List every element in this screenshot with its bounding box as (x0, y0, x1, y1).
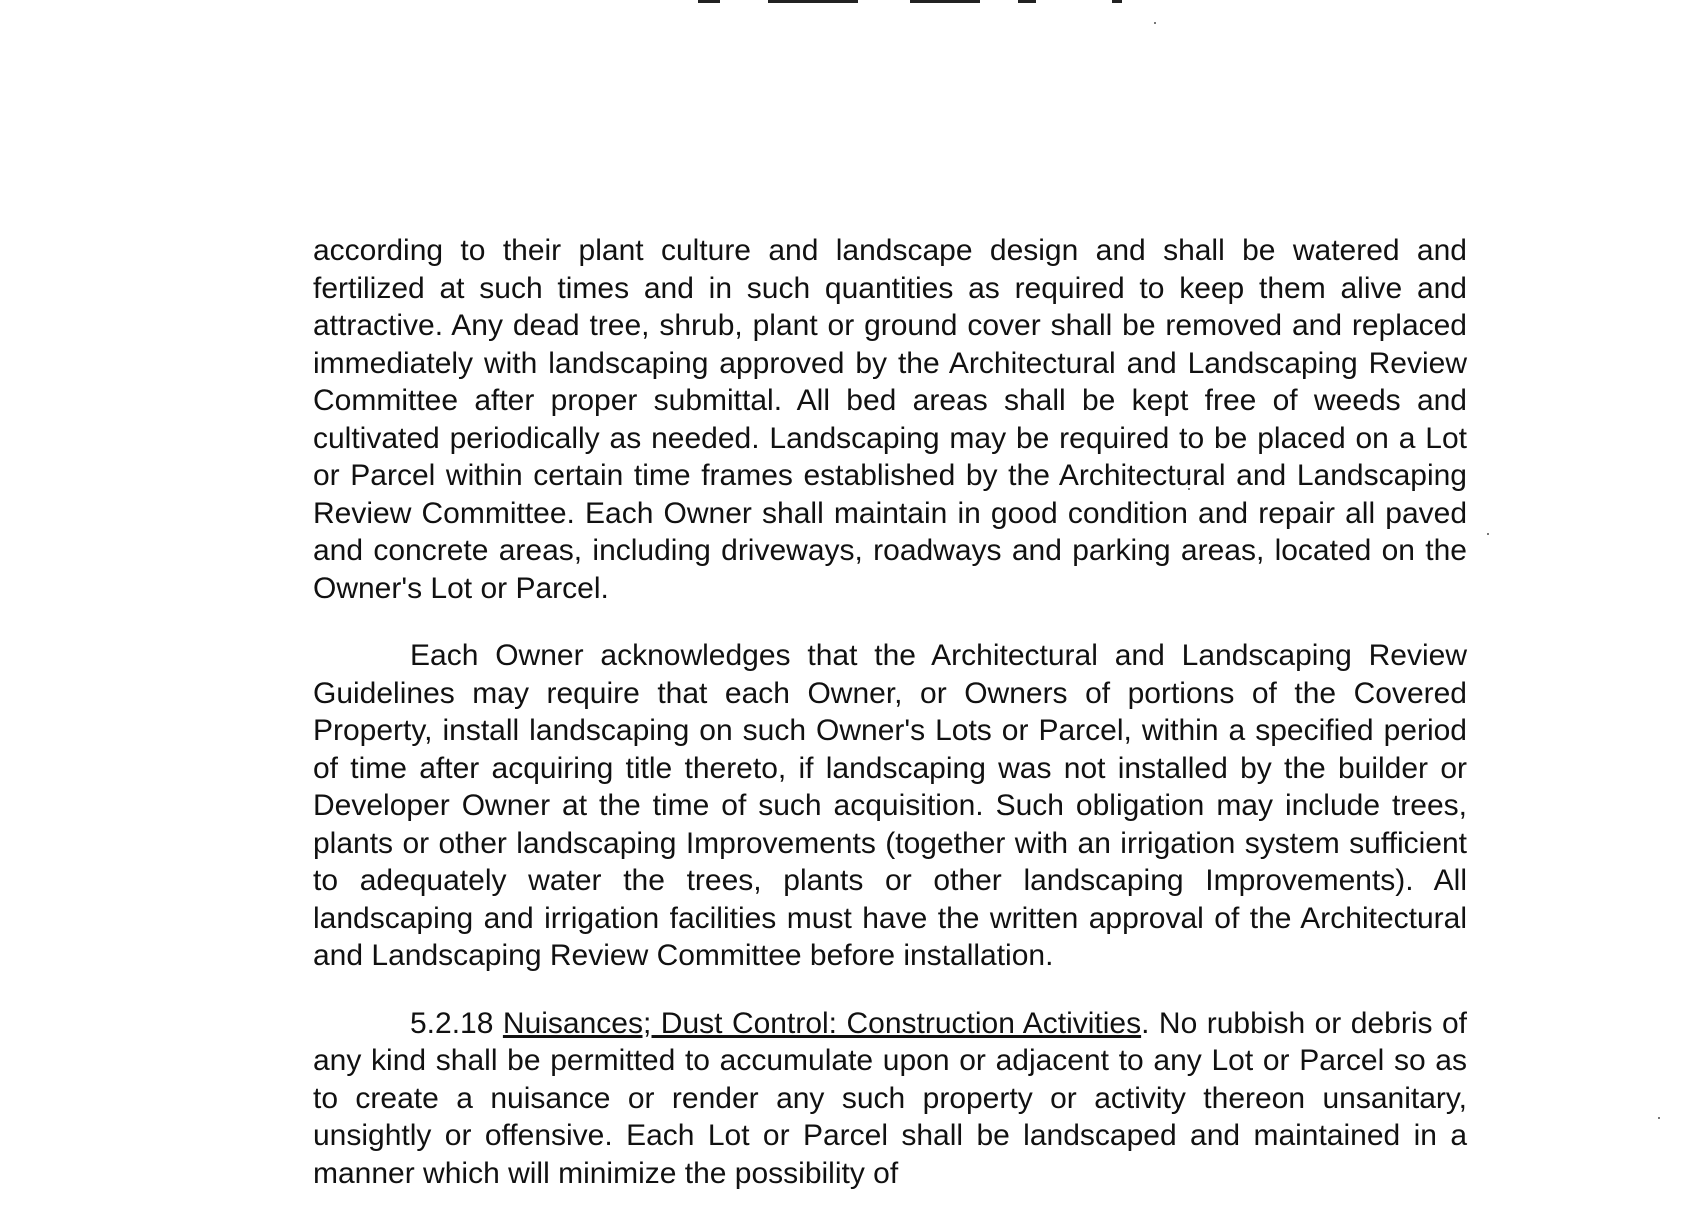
scan-speck (1658, 1117, 1660, 1119)
section-text: . No rubbish or debris of any kind shall be permitted to accumulate upon or adjacent to any Lot or Parcel so as to create a nuisance or render any such property or activity thereon unsanitary, unsightly or offensive. Each Lot or Parcel shall be landscaped and maintained in a manner which will minimize the possibility of (313, 1006, 1467, 1190)
paragraph-owner-acknowledgement: Each Owner acknowledges that the Architectural and Landscaping Review Guidelines may require that each Owner, or Owners of portions of the Covered Property, install landscaping on such Owner's Lots or Parcel, within a specified period of time after acquiring title thereto, if landscaping was not installed by the builder or Developer Owner at the time of such acquisition. Such obligation may include trees, plants or other landscaping Improvements (together with an irrigation system sufficient to adequately water the trees, plants or other landscaping Improvements). All landscaping and irrigation facilities must have the written approval of the Architectural and Landscaping Review Committee before installation. (313, 639, 1467, 972)
section-number: 5.2.18 (410, 1006, 494, 1040)
paragraph-landscape-maintenance: according to their plant culture and landscape design and shall be watered and fertilized at such times and in such quantities as required to keep them alive and attractive. Any dead tree, shrub, plant or ground cover shall be removed and replaced immediately with landscaping approved by the Architectural and Landscaping Review Committee after proper submittal. All bed areas shall be kept free of weeds and cultivated periodically as needed. Landscaping may be required to be placed on a Lot or Parcel within certain time frames established by the Architectural and Landscaping Review Committee. Each Owner shall maintain in good condition and repair all paved and concrete areas, including driveways, roadways and parking areas, located on the Owner's Lot or Parcel. (313, 234, 1467, 605)
scan-speck (1487, 533, 1489, 535)
document-body (313, 232, 1467, 1213)
section-heading: Nuisances; Dust Control: Construction Activities (502, 1006, 1142, 1040)
page-edge-artifact (680, 0, 1140, 6)
section-5-2-18 (313, 1005, 1467, 1193)
scan-speck (1154, 22, 1156, 24)
